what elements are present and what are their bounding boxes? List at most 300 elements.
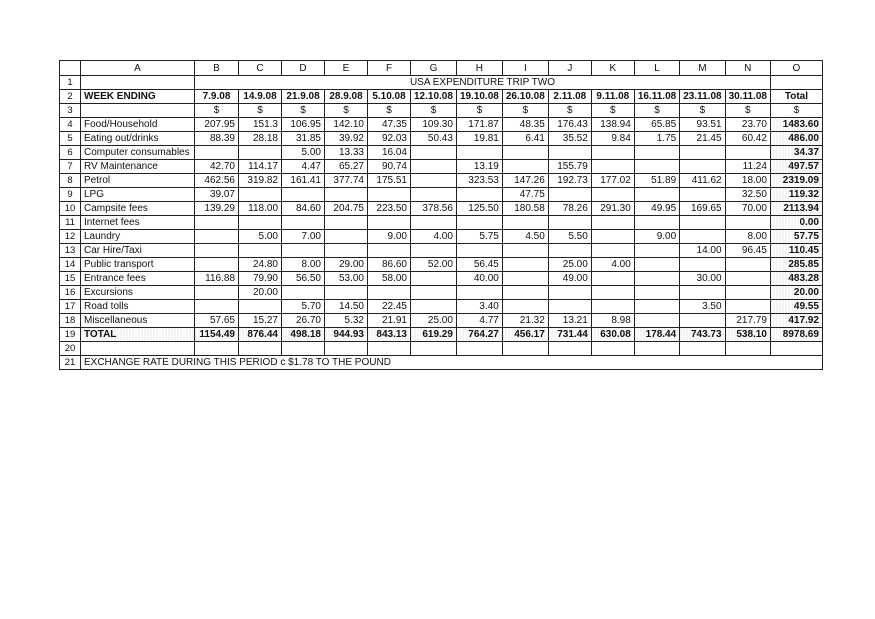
row-header[interactable]: 7	[60, 160, 81, 174]
value-cell[interactable]: 14.00	[680, 244, 725, 258]
value-cell[interactable]	[195, 244, 239, 258]
value-cell[interactable]	[239, 300, 282, 314]
column-total-cell[interactable]: 764.27	[456, 328, 502, 342]
column-header-a[interactable]: A	[81, 61, 195, 76]
currency-cell[interactable]: $	[368, 104, 411, 118]
value-cell[interactable]	[368, 286, 411, 300]
value-cell[interactable]	[634, 160, 679, 174]
column-total-cell[interactable]: 619.29	[411, 328, 457, 342]
value-cell[interactable]: 4.77	[456, 314, 502, 328]
row-header[interactable]: 5	[60, 132, 81, 146]
column-total-cell[interactable]: 498.18	[282, 328, 325, 342]
value-cell[interactable]: 26.70	[282, 314, 325, 328]
value-cell[interactable]	[502, 300, 548, 314]
value-cell[interactable]	[591, 216, 634, 230]
column-header-i[interactable]: I	[502, 61, 548, 76]
value-cell[interactable]: 13.21	[548, 314, 591, 328]
week-date-cell[interactable]: 19.10.08	[456, 90, 502, 104]
value-cell[interactable]	[411, 216, 457, 230]
value-cell[interactable]: 319.82	[239, 174, 282, 188]
value-cell[interactable]	[591, 300, 634, 314]
cell[interactable]	[634, 342, 679, 356]
value-cell[interactable]	[591, 188, 634, 202]
value-cell[interactable]: 147.26	[502, 174, 548, 188]
value-cell[interactable]: 32.50	[725, 188, 770, 202]
value-cell[interactable]	[282, 188, 325, 202]
currency-cell[interactable]: $	[725, 104, 770, 118]
row-total-cell[interactable]: 34.37	[770, 146, 822, 160]
value-cell[interactable]	[411, 160, 457, 174]
value-cell[interactable]: 142.10	[325, 118, 368, 132]
value-cell[interactable]: 22.45	[368, 300, 411, 314]
value-cell[interactable]	[680, 314, 725, 328]
value-cell[interactable]	[411, 300, 457, 314]
row-header[interactable]: 16	[60, 286, 81, 300]
value-cell[interactable]	[368, 244, 411, 258]
value-cell[interactable]: 5.70	[282, 300, 325, 314]
value-cell[interactable]: 79.90	[239, 272, 282, 286]
column-header-j[interactable]: J	[548, 61, 591, 76]
sheet-title[interactable]: USA EXPENDITURE TRIP TWO	[195, 76, 771, 90]
value-cell[interactable]: 86.60	[368, 258, 411, 272]
cell[interactable]	[548, 342, 591, 356]
row-header[interactable]: 3	[60, 104, 81, 118]
expense-label[interactable]: Campsite fees	[81, 202, 195, 216]
value-cell[interactable]: 70.00	[725, 202, 770, 216]
total-header[interactable]: Total	[770, 90, 822, 104]
value-cell[interactable]	[195, 286, 239, 300]
value-cell[interactable]: 462.56	[195, 174, 239, 188]
value-cell[interactable]: 65.27	[325, 160, 368, 174]
value-cell[interactable]	[195, 230, 239, 244]
week-date-cell[interactable]: 5.10.08	[368, 90, 411, 104]
column-total-cell[interactable]: 876.44	[239, 328, 282, 342]
value-cell[interactable]	[548, 244, 591, 258]
value-cell[interactable]: 151.3	[239, 118, 282, 132]
value-cell[interactable]	[591, 286, 634, 300]
value-cell[interactable]	[325, 188, 368, 202]
value-cell[interactable]: 84.60	[282, 202, 325, 216]
value-cell[interactable]: 21.91	[368, 314, 411, 328]
value-cell[interactable]: 56.50	[282, 272, 325, 286]
column-header-l[interactable]: L	[634, 61, 679, 76]
row-total-cell[interactable]: 119.32	[770, 188, 822, 202]
value-cell[interactable]	[282, 286, 325, 300]
value-cell[interactable]	[591, 146, 634, 160]
value-cell[interactable]: 9.00	[634, 230, 679, 244]
value-cell[interactable]: 175.51	[368, 174, 411, 188]
value-cell[interactable]: 52.00	[411, 258, 457, 272]
row-header[interactable]: 2	[60, 90, 81, 104]
column-total-cell[interactable]: 743.73	[680, 328, 725, 342]
value-cell[interactable]: 50.43	[411, 132, 457, 146]
currency-cell[interactable]: $	[411, 104, 457, 118]
value-cell[interactable]: 13.33	[325, 146, 368, 160]
week-date-cell[interactable]: 23.11.08	[680, 90, 725, 104]
value-cell[interactable]	[591, 272, 634, 286]
value-cell[interactable]	[502, 146, 548, 160]
value-cell[interactable]	[325, 286, 368, 300]
cell[interactable]	[411, 342, 457, 356]
expense-label[interactable]: Internet fees	[81, 216, 195, 230]
value-cell[interactable]	[634, 286, 679, 300]
currency-cell[interactable]: $	[548, 104, 591, 118]
value-cell[interactable]: 5.32	[325, 314, 368, 328]
value-cell[interactable]: 155.79	[548, 160, 591, 174]
value-cell[interactable]: 5.50	[548, 230, 591, 244]
currency-cell[interactable]: $	[456, 104, 502, 118]
value-cell[interactable]: 48.35	[502, 118, 548, 132]
row-header[interactable]: 13	[60, 244, 81, 258]
value-cell[interactable]: 109.30	[411, 118, 457, 132]
cell[interactable]	[502, 342, 548, 356]
row-header[interactable]: 8	[60, 174, 81, 188]
value-cell[interactable]	[725, 258, 770, 272]
value-cell[interactable]: 56.45	[456, 258, 502, 272]
grand-total-cell[interactable]: 8978.69	[770, 328, 822, 342]
value-cell[interactable]: 3.50	[680, 300, 725, 314]
currency-cell[interactable]: $	[502, 104, 548, 118]
value-cell[interactable]: 92.03	[368, 132, 411, 146]
row-header[interactable]: 4	[60, 118, 81, 132]
row-header[interactable]: 10	[60, 202, 81, 216]
value-cell[interactable]: 58.00	[368, 272, 411, 286]
value-cell[interactable]	[411, 244, 457, 258]
value-cell[interactable]	[411, 272, 457, 286]
value-cell[interactable]: 4.50	[502, 230, 548, 244]
value-cell[interactable]	[368, 216, 411, 230]
currency-cell[interactable]: $	[634, 104, 679, 118]
expense-label[interactable]: Public transport	[81, 258, 195, 272]
value-cell[interactable]: 93.51	[680, 118, 725, 132]
column-header-o[interactable]: O	[770, 61, 822, 76]
value-cell[interactable]	[634, 188, 679, 202]
value-cell[interactable]: 49.00	[548, 272, 591, 286]
value-cell[interactable]: 11.24	[725, 160, 770, 174]
row-total-cell[interactable]: 285.85	[770, 258, 822, 272]
currency-cell[interactable]: $	[195, 104, 239, 118]
week-date-cell[interactable]: 30.11.08	[725, 90, 770, 104]
value-cell[interactable]	[239, 188, 282, 202]
value-cell[interactable]: 8.98	[591, 314, 634, 328]
value-cell[interactable]: 207.95	[195, 118, 239, 132]
row-total-cell[interactable]: 2319.09	[770, 174, 822, 188]
value-cell[interactable]	[680, 286, 725, 300]
currency-cell[interactable]: $	[770, 104, 822, 118]
value-cell[interactable]	[548, 188, 591, 202]
expense-label[interactable]: Car Hire/Taxi	[81, 244, 195, 258]
cell[interactable]	[456, 342, 502, 356]
column-total-cell[interactable]: 731.44	[548, 328, 591, 342]
value-cell[interactable]: 411.62	[680, 174, 725, 188]
cell[interactable]	[81, 76, 195, 90]
value-cell[interactable]: 90.74	[368, 160, 411, 174]
week-date-cell[interactable]: 21.9.08	[282, 90, 325, 104]
week-date-cell[interactable]: 2.11.08	[548, 90, 591, 104]
cell[interactable]	[725, 342, 770, 356]
expense-label[interactable]: Food/Household	[81, 118, 195, 132]
value-cell[interactable]	[456, 146, 502, 160]
value-cell[interactable]: 138.94	[591, 118, 634, 132]
cell[interactable]	[368, 342, 411, 356]
value-cell[interactable]	[725, 146, 770, 160]
value-cell[interactable]	[725, 286, 770, 300]
column-header-m[interactable]: M	[680, 61, 725, 76]
column-header-k[interactable]: K	[591, 61, 634, 76]
value-cell[interactable]: 40.00	[456, 272, 502, 286]
value-cell[interactable]	[411, 174, 457, 188]
value-cell[interactable]	[411, 188, 457, 202]
value-cell[interactable]	[325, 244, 368, 258]
value-cell[interactable]: 223.50	[368, 202, 411, 216]
row-header[interactable]: 15	[60, 272, 81, 286]
row-total-cell[interactable]: 2113.94	[770, 202, 822, 216]
cell[interactable]	[195, 342, 239, 356]
expense-label[interactable]: Laundry	[81, 230, 195, 244]
row-header[interactable]: 21	[60, 356, 81, 370]
value-cell[interactable]: 18.00	[725, 174, 770, 188]
value-cell[interactable]: 118.00	[239, 202, 282, 216]
row-total-cell[interactable]: 486.00	[770, 132, 822, 146]
row-total-cell[interactable]: 0.00	[770, 216, 822, 230]
corner-cell[interactable]	[60, 61, 81, 76]
column-header-f[interactable]: F	[368, 61, 411, 76]
value-cell[interactable]: 7.00	[282, 230, 325, 244]
value-cell[interactable]: 19.81	[456, 132, 502, 146]
value-cell[interactable]: 60.42	[725, 132, 770, 146]
value-cell[interactable]	[325, 216, 368, 230]
value-cell[interactable]	[411, 286, 457, 300]
expense-label[interactable]: Computer consumables	[81, 146, 195, 160]
expense-label[interactable]: Petrol	[81, 174, 195, 188]
value-cell[interactable]	[325, 230, 368, 244]
value-cell[interactable]	[548, 286, 591, 300]
value-cell[interactable]: 51.89	[634, 174, 679, 188]
week-date-cell[interactable]: 9.11.08	[591, 90, 634, 104]
currency-cell[interactable]: $	[282, 104, 325, 118]
cell[interactable]	[680, 342, 725, 356]
value-cell[interactable]: 106.95	[282, 118, 325, 132]
value-cell[interactable]	[634, 314, 679, 328]
cell[interactable]	[282, 342, 325, 356]
value-cell[interactable]: 88.39	[195, 132, 239, 146]
value-cell[interactable]	[195, 300, 239, 314]
value-cell[interactable]: 125.50	[456, 202, 502, 216]
value-cell[interactable]: 169.65	[680, 202, 725, 216]
value-cell[interactable]: 9.84	[591, 132, 634, 146]
value-cell[interactable]: 39.92	[325, 132, 368, 146]
value-cell[interactable]: 323.53	[456, 174, 502, 188]
value-cell[interactable]	[680, 230, 725, 244]
value-cell[interactable]: 377.74	[325, 174, 368, 188]
value-cell[interactable]: 4.47	[282, 160, 325, 174]
currency-cell[interactable]: $	[239, 104, 282, 118]
value-cell[interactable]: 177.02	[591, 174, 634, 188]
row-header[interactable]: 20	[60, 342, 81, 356]
value-cell[interactable]: 20.00	[239, 286, 282, 300]
value-cell[interactable]: 291.30	[591, 202, 634, 216]
week-date-cell[interactable]: 26.10.08	[502, 90, 548, 104]
week-date-cell[interactable]: 7.9.08	[195, 90, 239, 104]
column-total-cell[interactable]: 630.08	[591, 328, 634, 342]
value-cell[interactable]: 139.29	[195, 202, 239, 216]
column-header-b[interactable]: B	[195, 61, 239, 76]
row-header[interactable]: 17	[60, 300, 81, 314]
value-cell[interactable]	[725, 216, 770, 230]
value-cell[interactable]: 29.00	[325, 258, 368, 272]
cell[interactable]	[81, 104, 195, 118]
value-cell[interactable]	[591, 244, 634, 258]
value-cell[interactable]	[502, 160, 548, 174]
value-cell[interactable]: 5.75	[456, 230, 502, 244]
value-cell[interactable]: 5.00	[282, 146, 325, 160]
column-header-d[interactable]: D	[282, 61, 325, 76]
value-cell[interactable]: 31.85	[282, 132, 325, 146]
value-cell[interactable]	[368, 188, 411, 202]
expense-label[interactable]: LPG	[81, 188, 195, 202]
currency-cell[interactable]: $	[325, 104, 368, 118]
value-cell[interactable]	[411, 146, 457, 160]
value-cell[interactable]: 65.85	[634, 118, 679, 132]
value-cell[interactable]	[634, 258, 679, 272]
value-cell[interactable]	[195, 216, 239, 230]
value-cell[interactable]	[680, 146, 725, 160]
value-cell[interactable]: 8.00	[725, 230, 770, 244]
value-cell[interactable]	[239, 216, 282, 230]
value-cell[interactable]: 3.40	[456, 300, 502, 314]
row-header[interactable]: 14	[60, 258, 81, 272]
cell[interactable]	[770, 342, 822, 356]
currency-cell[interactable]: $	[680, 104, 725, 118]
value-cell[interactable]	[680, 258, 725, 272]
value-cell[interactable]: 15.27	[239, 314, 282, 328]
value-cell[interactable]	[548, 216, 591, 230]
value-cell[interactable]: 47.75	[502, 188, 548, 202]
value-cell[interactable]: 78.26	[548, 202, 591, 216]
row-header[interactable]: 18	[60, 314, 81, 328]
value-cell[interactable]: 114.17	[239, 160, 282, 174]
value-cell[interactable]	[456, 216, 502, 230]
value-cell[interactable]	[456, 286, 502, 300]
column-total-cell[interactable]: 1154.49	[195, 328, 239, 342]
column-total-cell[interactable]: 538.10	[725, 328, 770, 342]
value-cell[interactable]: 21.45	[680, 132, 725, 146]
value-cell[interactable]: 28.18	[239, 132, 282, 146]
week-date-cell[interactable]: 28.9.08	[325, 90, 368, 104]
value-cell[interactable]	[634, 300, 679, 314]
value-cell[interactable]: 14.50	[325, 300, 368, 314]
value-cell[interactable]: 96.45	[725, 244, 770, 258]
expense-label[interactable]: Excursions	[81, 286, 195, 300]
value-cell[interactable]	[195, 258, 239, 272]
value-cell[interactable]	[725, 300, 770, 314]
value-cell[interactable]: 116.88	[195, 272, 239, 286]
column-header-n[interactable]: N	[725, 61, 770, 76]
totals-label[interactable]: TOTAL	[81, 328, 195, 342]
value-cell[interactable]: 42.70	[195, 160, 239, 174]
value-cell[interactable]	[502, 258, 548, 272]
value-cell[interactable]	[239, 244, 282, 258]
value-cell[interactable]	[725, 272, 770, 286]
expense-label[interactable]: Miscellaneous	[81, 314, 195, 328]
value-cell[interactable]: 1.75	[634, 132, 679, 146]
value-cell[interactable]	[680, 188, 725, 202]
cell[interactable]	[239, 342, 282, 356]
value-cell[interactable]	[239, 146, 282, 160]
value-cell[interactable]: 180.58	[502, 202, 548, 216]
value-cell[interactable]: 204.75	[325, 202, 368, 216]
currency-cell[interactable]: $	[591, 104, 634, 118]
value-cell[interactable]	[634, 146, 679, 160]
expense-label[interactable]: RV Maintenance	[81, 160, 195, 174]
row-total-cell[interactable]: 1483.60	[770, 118, 822, 132]
cell[interactable]	[325, 342, 368, 356]
value-cell[interactable]: 16.04	[368, 146, 411, 160]
row-header[interactable]: 11	[60, 216, 81, 230]
cell[interactable]	[591, 342, 634, 356]
exchange-rate-note[interactable]: EXCHANGE RATE DURING THIS PERIOD c $1.78 TO THE POUND	[81, 356, 823, 370]
value-cell[interactable]	[502, 286, 548, 300]
value-cell[interactable]: 25.00	[548, 258, 591, 272]
column-total-cell[interactable]: 843.13	[368, 328, 411, 342]
row-total-cell[interactable]: 57.75	[770, 230, 822, 244]
value-cell[interactable]	[456, 244, 502, 258]
cell[interactable]	[81, 342, 195, 356]
value-cell[interactable]: 5.00	[239, 230, 282, 244]
column-header-e[interactable]: E	[325, 61, 368, 76]
expense-label[interactable]: Eating out/drinks	[81, 132, 195, 146]
column-header-g[interactable]: G	[411, 61, 457, 76]
row-header[interactable]: 1	[60, 76, 81, 90]
expense-label[interactable]: Entrance fees	[81, 272, 195, 286]
row-total-cell[interactable]: 483.28	[770, 272, 822, 286]
value-cell[interactable]	[591, 160, 634, 174]
value-cell[interactable]	[634, 216, 679, 230]
row-header[interactable]: 19	[60, 328, 81, 342]
value-cell[interactable]: 53.00	[325, 272, 368, 286]
cell[interactable]	[770, 76, 822, 90]
value-cell[interactable]: 39.07	[195, 188, 239, 202]
value-cell[interactable]: 30.00	[680, 272, 725, 286]
column-header-h[interactable]: H	[456, 61, 502, 76]
value-cell[interactable]	[502, 272, 548, 286]
value-cell[interactable]: 49.95	[634, 202, 679, 216]
value-cell[interactable]	[502, 216, 548, 230]
expense-label[interactable]: Road tolls	[81, 300, 195, 314]
value-cell[interactable]: 25.00	[411, 314, 457, 328]
column-header-c[interactable]: C	[239, 61, 282, 76]
value-cell[interactable]	[680, 216, 725, 230]
value-cell[interactable]: 24.80	[239, 258, 282, 272]
value-cell[interactable]: 47.35	[368, 118, 411, 132]
value-cell[interactable]: 4.00	[591, 258, 634, 272]
value-cell[interactable]: 4.00	[411, 230, 457, 244]
row-header[interactable]: 9	[60, 188, 81, 202]
value-cell[interactable]: 21.32	[502, 314, 548, 328]
value-cell[interactable]: 217.79	[725, 314, 770, 328]
value-cell[interactable]: 192.73	[548, 174, 591, 188]
value-cell[interactable]	[502, 244, 548, 258]
value-cell[interactable]: 35.52	[548, 132, 591, 146]
row-total-cell[interactable]: 20.00	[770, 286, 822, 300]
week-ending-label[interactable]: WEEK ENDING	[81, 90, 195, 104]
value-cell[interactable]	[634, 272, 679, 286]
value-cell[interactable]	[548, 146, 591, 160]
row-header[interactable]: 12	[60, 230, 81, 244]
value-cell[interactable]	[591, 230, 634, 244]
value-cell[interactable]: 9.00	[368, 230, 411, 244]
value-cell[interactable]: 378.56	[411, 202, 457, 216]
